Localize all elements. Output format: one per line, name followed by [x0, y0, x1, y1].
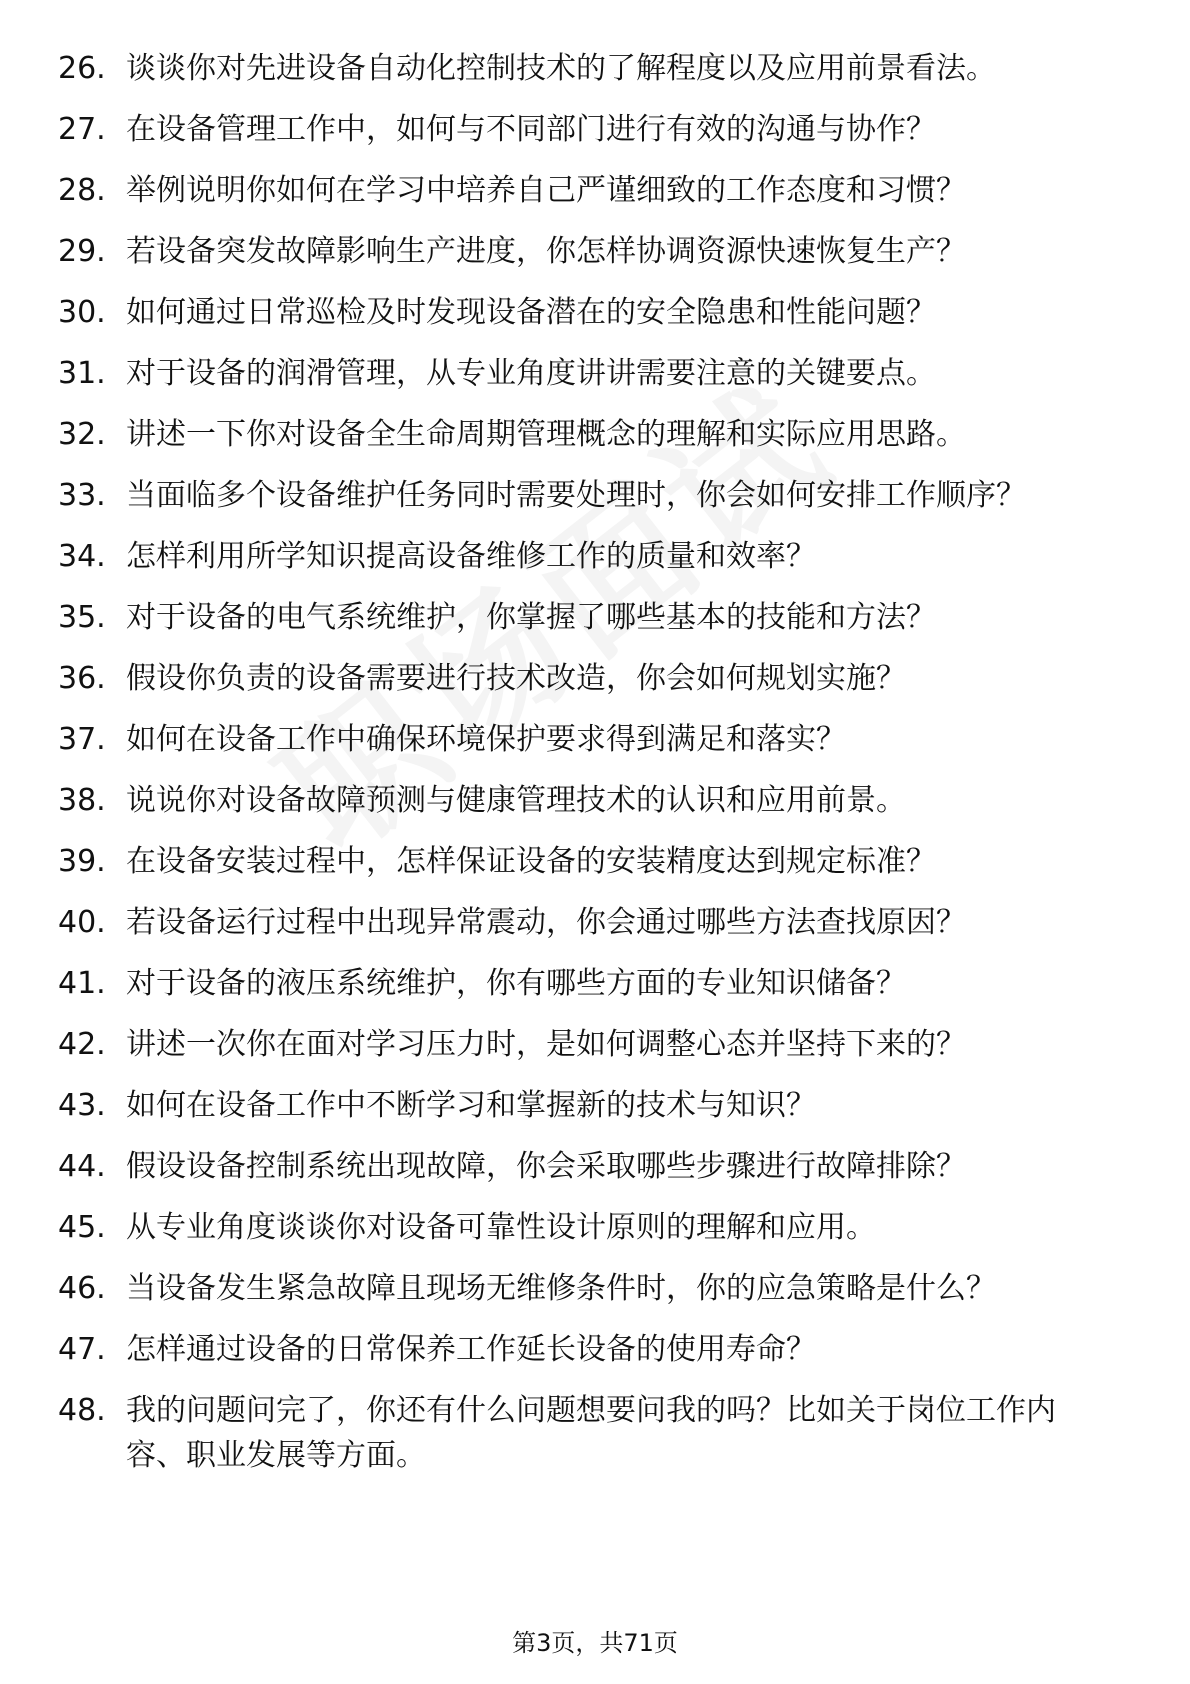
question-list	[0, 46, 1190, 1494]
question-text: 对于设备的液压系统维护，你有哪些方面的专业知识储备？	[126, 966, 906, 1001]
list-item	[0, 961, 1190, 1006]
question-number: 30.	[58, 295, 106, 330]
question-number: 40.	[58, 905, 106, 940]
question-text: 如何在设备工作中确保环境保护要求得到满足和落实？	[126, 722, 846, 757]
list-item	[0, 1205, 1190, 1250]
question-number: 48.	[58, 1393, 106, 1428]
page-footer: 第3页，共71页	[512, 1629, 678, 1657]
list-item	[0, 473, 1190, 518]
list-item	[0, 107, 1190, 152]
question-text: 我的问题问完了，你还有什么问题想要问我的吗？比如关于岗位工作内容、职业发展等方面。	[126, 1393, 1056, 1473]
question-text: 讲述一次你在面对学习压力时，是如何调整心态并坚持下来的？	[126, 1027, 966, 1062]
list-item	[0, 839, 1190, 884]
question-text: 对于设备的润滑管理，从专业角度讲讲需要注意的关键要点。	[126, 356, 936, 391]
list-item	[0, 1083, 1190, 1128]
list-item	[0, 229, 1190, 274]
list-item	[0, 412, 1190, 457]
list-item	[0, 900, 1190, 945]
list-item	[0, 656, 1190, 701]
question-number: 27.	[58, 112, 106, 147]
question-text: 在设备安装过程中，怎样保证设备的安装精度达到规定标准？	[126, 844, 936, 879]
question-text: 假设你负责的设备需要进行技术改造，你会如何规划实施？	[126, 661, 906, 696]
question-text: 说说你对设备故障预测与健康管理技术的认识和应用前景。	[126, 783, 906, 818]
question-number: 34.	[58, 539, 106, 574]
question-number: 32.	[58, 417, 106, 452]
question-number: 37.	[58, 722, 106, 757]
question-number: 31.	[58, 356, 106, 391]
question-text: 如何在设备工作中不断学习和掌握新的技术与知识？	[126, 1088, 816, 1123]
list-item	[0, 1327, 1190, 1372]
list-item	[0, 1266, 1190, 1311]
question-number: 29.	[58, 234, 106, 269]
list-item	[0, 1022, 1190, 1067]
question-number: 42.	[58, 1027, 106, 1062]
list-item	[0, 1388, 1190, 1478]
list-item	[0, 46, 1190, 91]
question-number: 41.	[58, 966, 106, 1001]
question-number: 33.	[58, 478, 106, 513]
question-text: 怎样通过设备的日常保养工作延长设备的使用寿命？	[126, 1332, 816, 1367]
question-text: 若设备运行过程中出现异常震动，你会通过哪些方法查找原因？	[126, 905, 966, 940]
question-number: 36.	[58, 661, 106, 696]
question-number: 44.	[58, 1149, 106, 1184]
question-text: 谈谈你对先进设备自动化控制技术的了解程度以及应用前景看法。	[126, 51, 996, 86]
question-text: 假设设备控制系统出现故障，你会采取哪些步骤进行故障排除？	[126, 1149, 966, 1184]
question-number: 43.	[58, 1088, 106, 1123]
question-text: 如何通过日常巡检及时发现设备潜在的安全隐患和性能问题？	[126, 295, 936, 330]
question-text: 从专业角度谈谈你对设备可靠性设计原则的理解和应用。	[126, 1210, 876, 1245]
question-text: 对于设备的电气系统维护，你掌握了哪些基本的技能和方法？	[126, 600, 936, 635]
list-item	[0, 534, 1190, 579]
question-number: 26.	[58, 51, 106, 86]
question-number: 28.	[58, 173, 106, 208]
question-text: 若设备突发故障影响生产进度，你怎样协调资源快速恢复生产？	[126, 234, 966, 269]
question-text: 怎样利用所学知识提高设备维修工作的质量和效率？	[126, 539, 816, 574]
list-item	[0, 778, 1190, 823]
question-text: 当设备发生紧急故障且现场无维修条件时，你的应急策略是什么？	[126, 1271, 996, 1306]
question-number: 47.	[58, 1332, 106, 1367]
list-item	[0, 1144, 1190, 1189]
question-text: 举例说明你如何在学习中培养自己严谨细致的工作态度和习惯？	[126, 173, 966, 208]
list-item	[0, 290, 1190, 335]
question-number: 38.	[58, 783, 106, 818]
question-number: 45.	[58, 1210, 106, 1245]
question-text: 当面临多个设备维护任务同时需要处理时，你会如何安排工作顺序？	[126, 478, 1026, 513]
list-item	[0, 351, 1190, 396]
list-item	[0, 717, 1190, 762]
question-text: 讲述一下你对设备全生命周期管理概念的理解和实际应用思路。	[126, 417, 966, 452]
question-number: 35.	[58, 600, 106, 635]
list-item	[0, 595, 1190, 640]
question-number: 39.	[58, 844, 106, 879]
question-number: 46.	[58, 1271, 106, 1306]
list-item	[0, 168, 1190, 213]
question-text: 在设备管理工作中，如何与不同部门进行有效的沟通与协作？	[126, 112, 936, 147]
